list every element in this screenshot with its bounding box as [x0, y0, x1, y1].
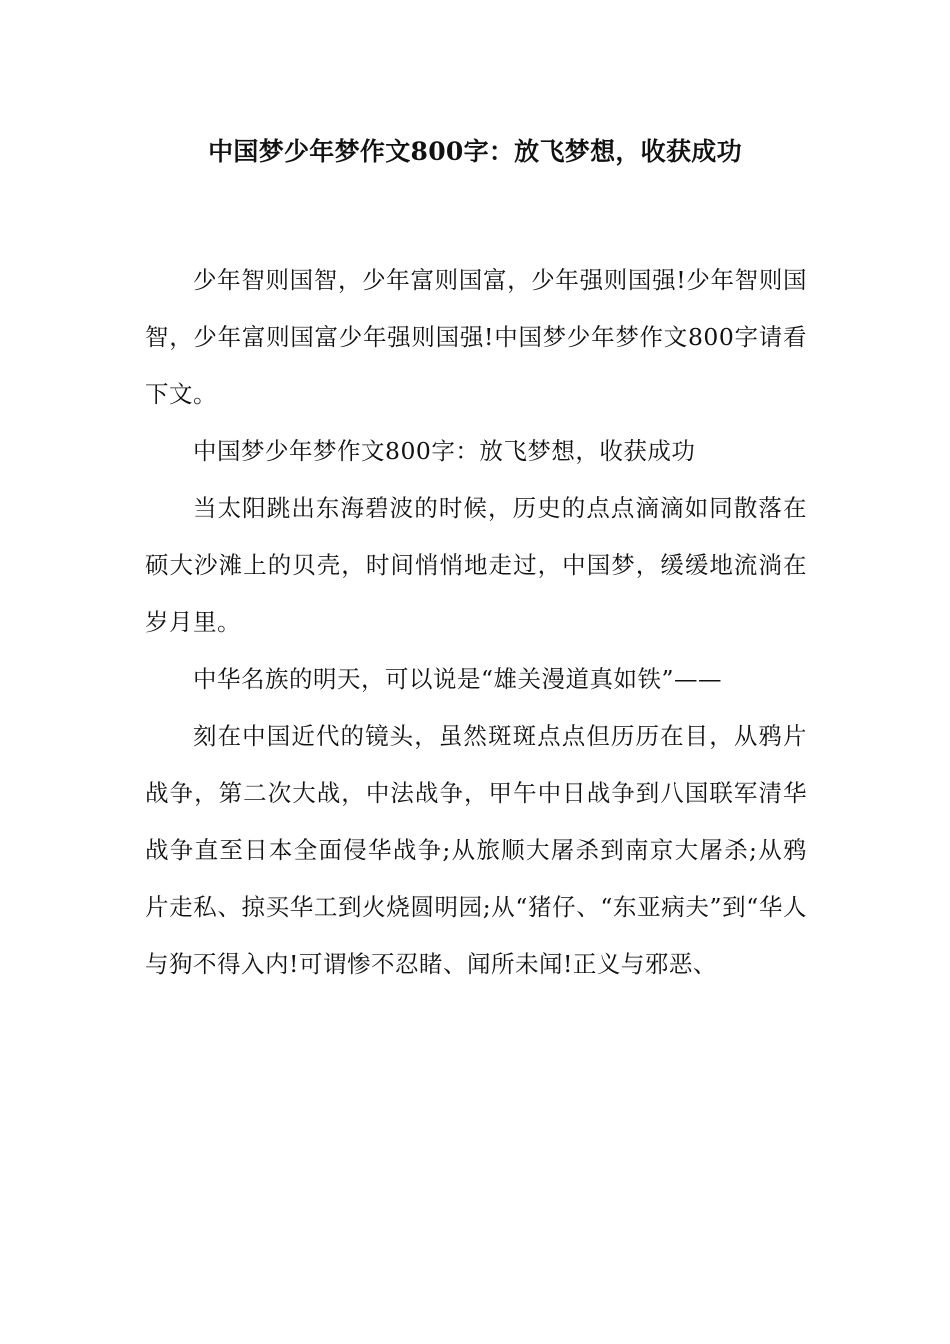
paragraph-sunrise: 当太阳跳出东海碧波的时候，历史的点点滴滴如同散落在硕大沙滩上的贝壳，时间悄悄地走过，中国梦，缓缓地流淌在岁月里。	[145, 494, 807, 636]
document-title: 中国梦少年梦作文800字：放飞梦想，收获成功	[208, 137, 742, 166]
document-body	[145, 252, 807, 993]
paragraph-history: 刻在中国近代的镜头，虽然斑斑点点但历历在目，从鸦片战争，第二次大战，中法战争，甲午中日战争到八国联军清华战争直至日本全面侵华战争;从旅顺大屠杀到南京大屠杀;从鸦片走私、掠买华工到火烧圆明园;从“猪仔、“东亚病夫”到“华人与狗不得入内!可谓惨不忍睹、闻所未闻!正义与邪恶、	[145, 722, 807, 978]
paragraph-subtitle: 中国梦少年梦作文800字：放飞梦想，收获成功	[193, 437, 696, 465]
paragraph-intro: 少年智则国智，少年富则国富，少年强则国强!少年智则国智，少年富则国富少年强则国强!中国梦少年梦作文800字请看下文。	[145, 266, 807, 408]
paragraph-tomorrow: 中华名族的明天，可以说是“雄关漫道真如铁”——	[193, 665, 723, 693]
